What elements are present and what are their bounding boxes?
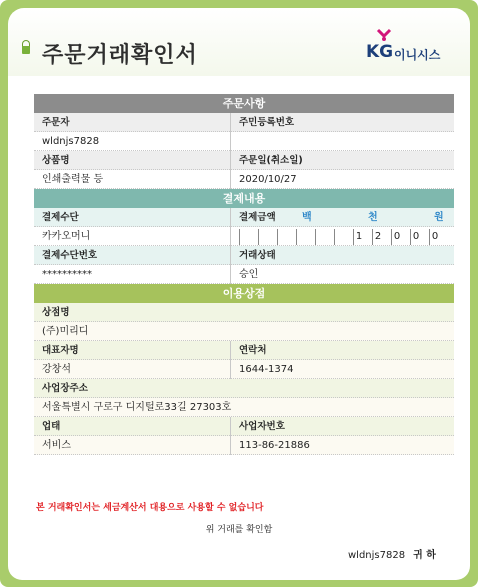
ceo-value-row (34, 360, 454, 379)
contact-label: 연락처 (230, 341, 454, 360)
payment-amount-label: 결제금액 (230, 208, 454, 227)
amount-digit: 0 (429, 229, 440, 245)
order-value-row (34, 132, 454, 151)
amount-digit (296, 229, 307, 245)
logo-kg-text: KG (366, 42, 394, 62)
ceo-label: 대표자명 (42, 345, 79, 356)
signer (348, 546, 436, 561)
biz-number-value: 113-86-21886 (230, 436, 454, 455)
merchant-name-value: (주)미리디 (42, 326, 89, 337)
status-value: 승인 (230, 265, 454, 284)
merchant-name-label-row (34, 303, 454, 322)
biz-type-label: 업태 (42, 421, 61, 432)
amount-digit (239, 229, 250, 245)
unit-baek: 백 (302, 212, 312, 223)
merchant-name-label: 상점명 (42, 307, 70, 318)
section-order: 주문사항 (34, 94, 454, 113)
amount-digits (230, 227, 454, 246)
receipt-content (8, 76, 470, 566)
page-title: 주문거래확인서 (42, 43, 198, 68)
receipt-sheet (34, 94, 454, 455)
order-date-label: 주문일(취소일) (230, 151, 454, 170)
amount-digit: 2 (372, 229, 383, 245)
biz-number-label: 사업자번호 (230, 417, 454, 436)
payment-value-row (34, 227, 454, 246)
ceo-value: 강창석 (42, 364, 71, 375)
product-value-row (34, 170, 454, 189)
biz-type-value: 서비스 (42, 440, 71, 451)
amount-digit: 1 (353, 229, 364, 245)
product-label-row (34, 151, 454, 170)
amount-digit: 0 (391, 229, 402, 245)
contact-value: 1644-1374 (230, 360, 454, 379)
amount-digit: 0 (410, 229, 421, 245)
merchant-name-value-row (34, 322, 454, 341)
orderer-value: wldnjs7828 (42, 136, 100, 147)
payment-number-value: ********** (42, 269, 92, 280)
rrn-label: 주민등록번호 (230, 113, 454, 132)
content-bottom (8, 566, 470, 580)
address-value: 서울특별시 구로구 디지털로33길 27303호 (42, 402, 232, 413)
product-value: 인쇄출력물 등 (42, 174, 104, 185)
payment-method-value: 카카오머니 (42, 231, 91, 242)
address-label: 사업장주소 (42, 383, 88, 394)
kg-inicis-logo (366, 28, 456, 68)
section-payment: 결제내용 (34, 189, 454, 208)
warning-text: 본 거래확인서는 세금계산서 대용으로 사용할 수 없습니다 (36, 503, 264, 513)
signer-honorific: 귀 하 (413, 550, 436, 561)
logo-inicis-text: 이니시스 (394, 48, 441, 62)
confirm-text: 위 거래를 확인함 (205, 525, 273, 535)
section-merchant: 이용상점 (34, 284, 454, 303)
payment-method-label: 결제수단 (42, 212, 79, 223)
address-value-row (34, 398, 454, 417)
ceo-label-row (34, 341, 454, 360)
orderer-label: 주문자 (42, 117, 70, 128)
status-label: 거래상태 (230, 246, 454, 265)
amount-digit (277, 229, 288, 245)
payment-number-value-row (34, 265, 454, 284)
address-label-row (34, 379, 454, 398)
rrn-value (230, 132, 454, 151)
order-label-row (34, 113, 454, 132)
biz-value-row (34, 436, 454, 455)
amount-digit (258, 229, 269, 245)
header (8, 8, 470, 76)
payment-number-label-row (34, 246, 454, 265)
product-label: 상품명 (42, 155, 70, 166)
lock-icon (22, 40, 30, 54)
payment-number-label: 결제수단번호 (42, 250, 98, 261)
unit-won: 원 (434, 212, 444, 223)
signer-name: wldnjs7828 (348, 550, 406, 561)
order-date-value: 2020/10/27 (230, 170, 454, 189)
biz-label-row (34, 417, 454, 436)
amount-digit (315, 229, 326, 245)
unit-cheon: 천 (368, 212, 378, 223)
amount-digit (334, 229, 345, 245)
payment-label-row (34, 208, 454, 227)
